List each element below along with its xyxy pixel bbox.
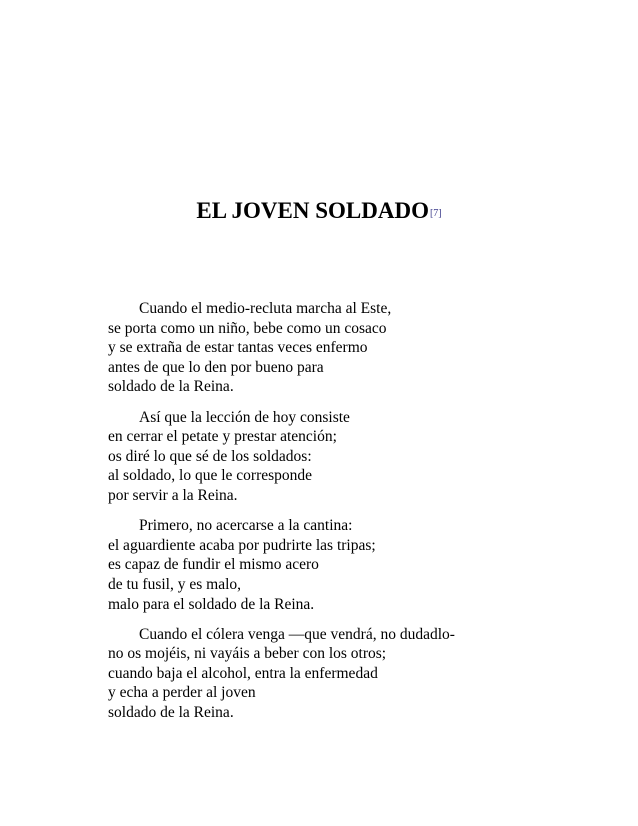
poem-line: Así que la lección de hoy consiste bbox=[139, 408, 350, 426]
poem-line: antes de que lo den por bueno para bbox=[108, 358, 324, 376]
poem-line: Cuando el cólera venga —que vendrá, no dudadlo- bbox=[139, 625, 455, 643]
poem-line: de tu fusil, y es malo, bbox=[108, 575, 242, 593]
poem-line: es capaz de fundir el mismo acero bbox=[108, 556, 319, 574]
poem-line: malo para el soldado de la Reina. bbox=[108, 595, 315, 613]
poem-line: en cerrar el petate y prestar atención; bbox=[108, 428, 337, 446]
poem-line: y echa a perder al joven bbox=[108, 684, 256, 702]
poem-line: el aguardiente acaba por pudrirte las tripas; bbox=[108, 536, 376, 554]
poem-line: soldado de la Reina. bbox=[108, 704, 234, 722]
stanza-1 bbox=[108, 299, 608, 397]
poem-title-wrapper bbox=[196, 196, 441, 226]
poem-line: al soldado, lo que le corresponde bbox=[108, 467, 313, 485]
poem-line: soldado de la Reina. bbox=[108, 378, 234, 396]
poem-body bbox=[108, 299, 608, 733]
poem-title-text: EL JOVEN SOLDADO bbox=[196, 198, 429, 223]
poem-line: no os mojéis, ni vayáis a beber con los otros; bbox=[108, 645, 387, 663]
stanza-3 bbox=[108, 516, 608, 614]
poem-line: y se extraña de estar tantas veces enfermo bbox=[108, 339, 368, 357]
footnote-reference-link[interactable]: [7] bbox=[429, 208, 442, 219]
stanza-4 bbox=[108, 625, 608, 723]
poem-line: se porta como un niño, bebe como un cosaco bbox=[108, 319, 387, 337]
poem-line: por servir a la Reina. bbox=[108, 486, 238, 504]
poem-line: os diré lo que sé de los soldados: bbox=[108, 447, 312, 465]
poem-line: Cuando el medio-recluta marcha al Este, bbox=[139, 300, 392, 317]
poem-title bbox=[0, 196, 638, 226]
poem-line: cuando baja el alcohol, entra la enfermedad bbox=[108, 664, 378, 682]
poem-line: Primero, no acercarse a la cantina: bbox=[139, 517, 353, 535]
stanza-2 bbox=[108, 408, 608, 506]
